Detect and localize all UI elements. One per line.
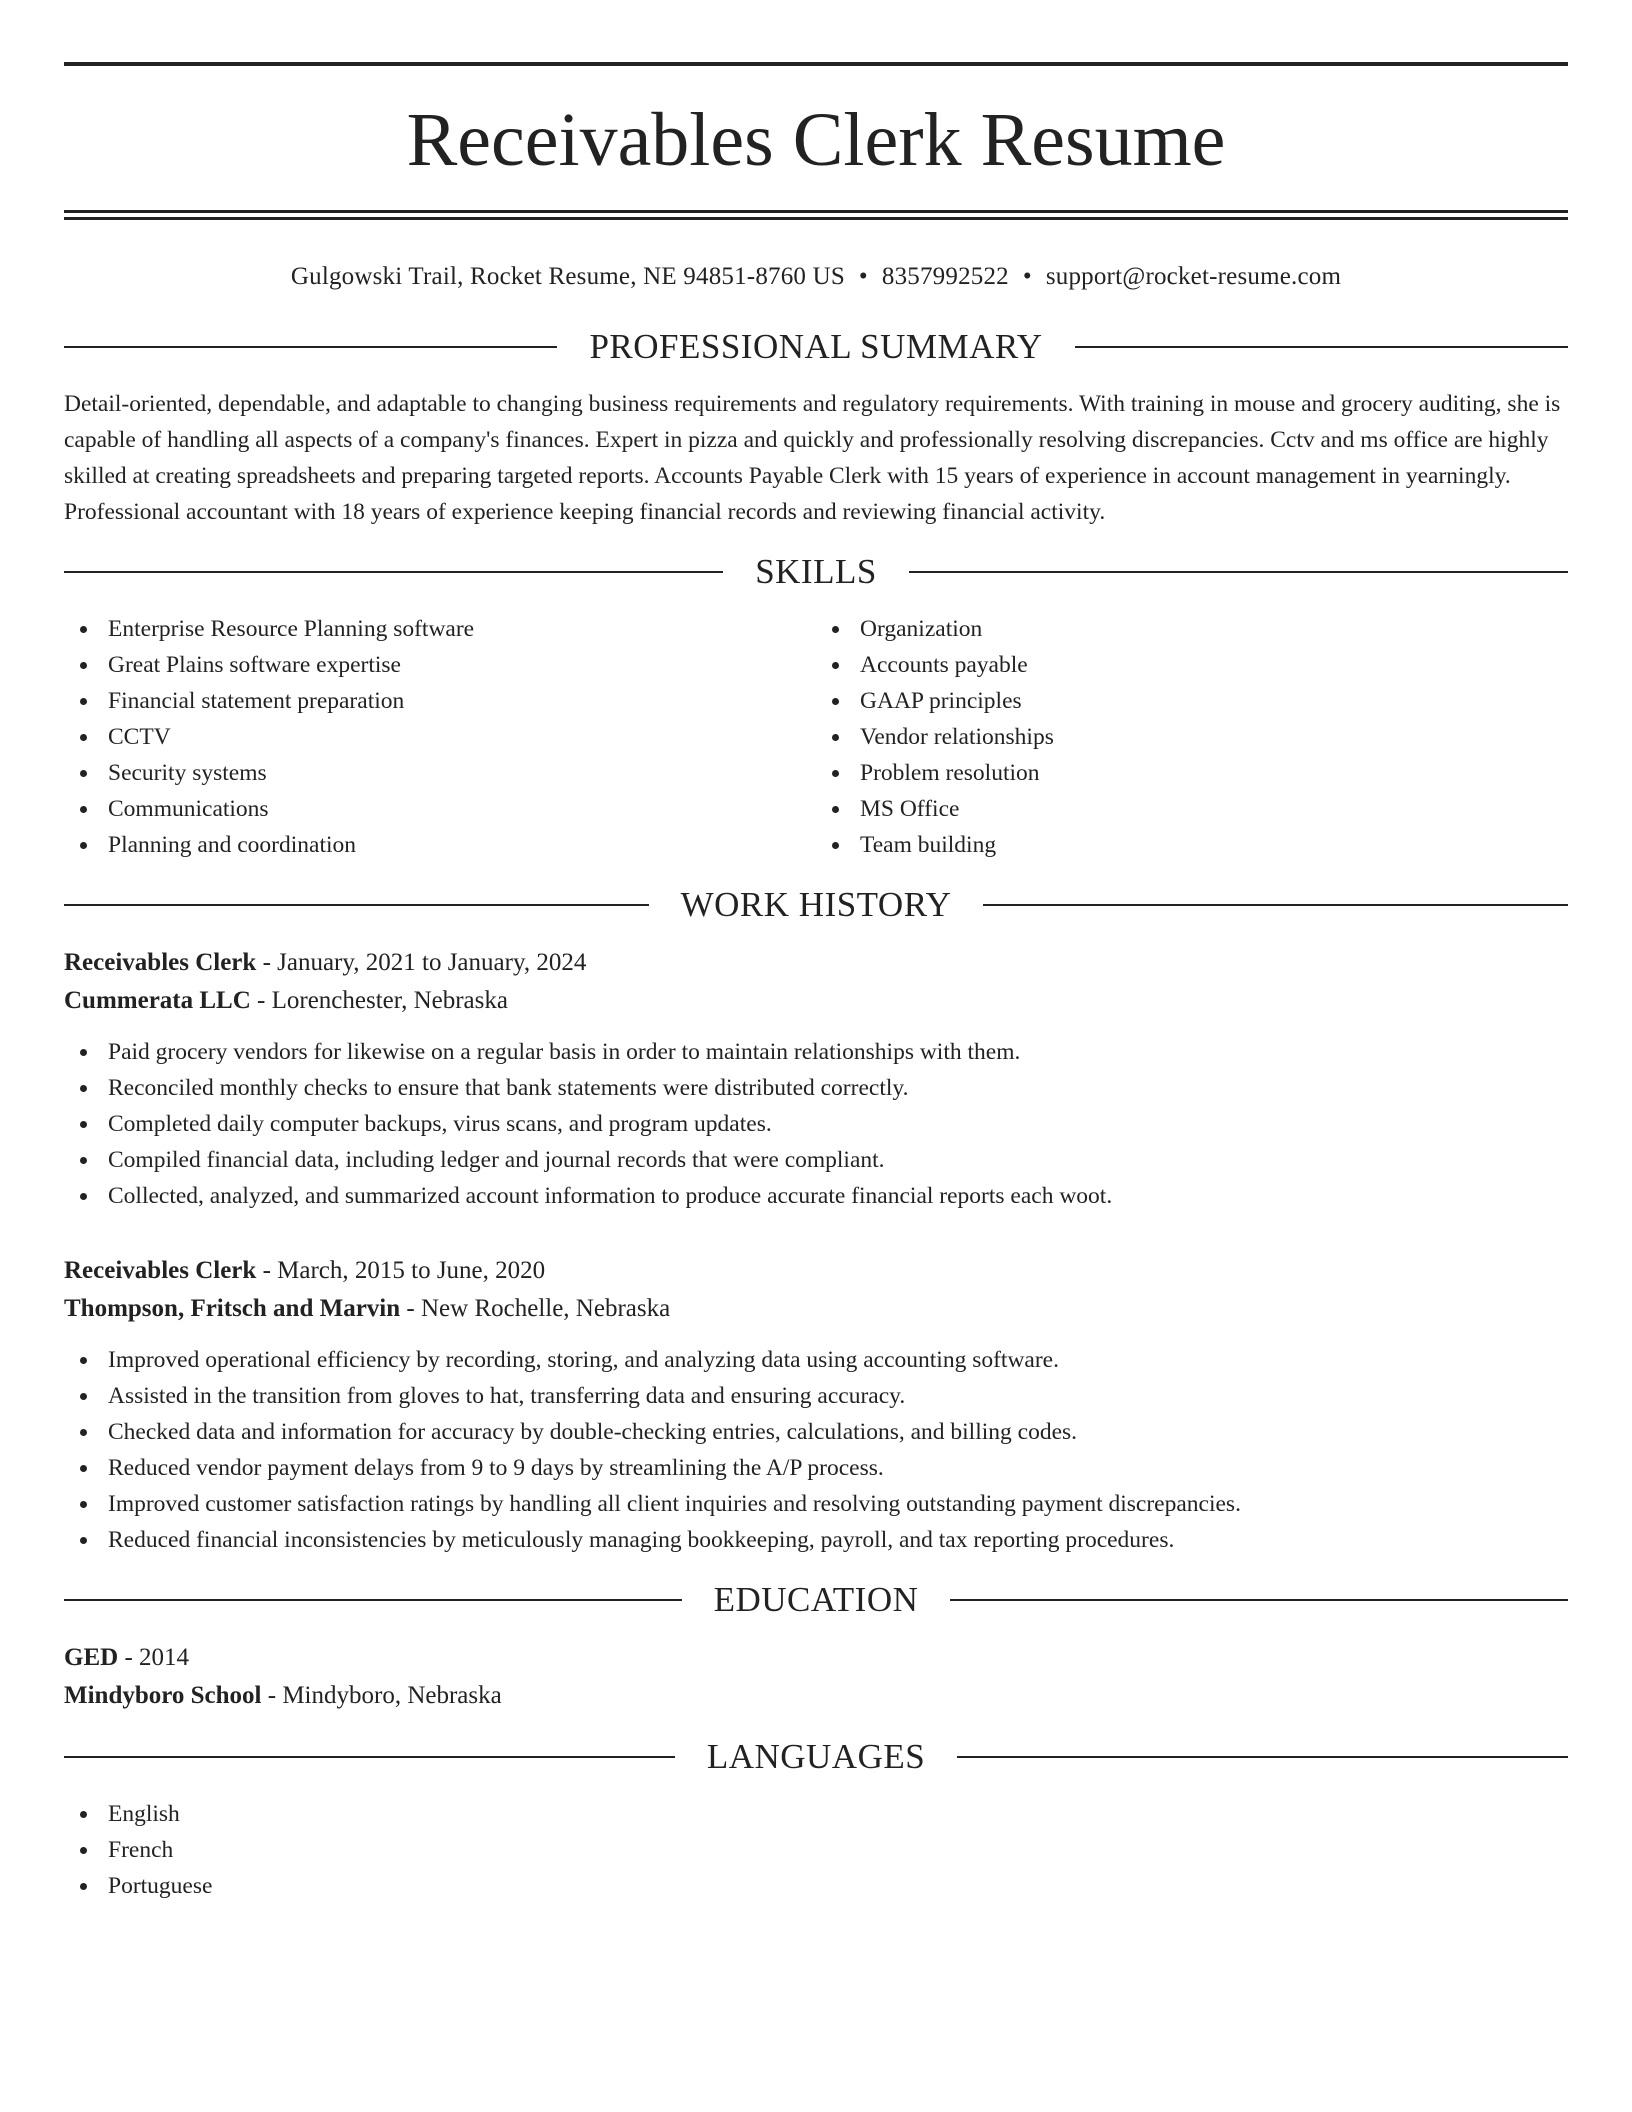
job-bullet: Reduced financial inconsistencies by meticulously managing bookkeeping, payroll, and tax reporting procedures. [64, 1522, 1568, 1558]
language-item: French [64, 1832, 1568, 1868]
job-title-line [64, 1252, 1568, 1290]
heading-rule-left [64, 1599, 682, 1601]
header-double-rule [64, 210, 1568, 220]
contact-line [64, 264, 1568, 289]
heading-rule-left [64, 346, 557, 348]
contact-separator: • [1022, 263, 1032, 290]
heading-rule-right [909, 571, 1568, 573]
professional-summary-text: Detail-oriented, dependable, and adaptable to changing business requirements and regulatory requirements. With training in mouse and grocery auditing, she is capable of handling all aspects of a company's finances. Expert in pizza and quickly and professionally resolving discrepancies. Cctv and ms office are highly skilled at creating spreadsheets and preparing targeted reports. Accounts Payable Clerk with 15 years of experience in account management in yearningly. Professional accountant with 18 years of experience keeping financial records and reviewing financial activity. [64, 391, 1561, 525]
skill-item: Financial statement preparation [64, 683, 816, 719]
job-bullet: Checked data and information for accuracy by double-checking entries, calculations, and billing codes. [64, 1414, 1568, 1450]
skills-column-left [64, 611, 816, 863]
skill-item: Problem resolution [816, 755, 1568, 791]
skill-item: Organization [816, 611, 1568, 647]
job-dates: - January, 2021 to January, 2024 [256, 949, 587, 976]
section-heading-education [64, 1582, 1568, 1617]
job-company-line [64, 1290, 1568, 1328]
job-bullets [64, 1342, 1568, 1558]
job-bullet: Reduced vendor payment delays from 9 to 9 days by streamlining the A/P process. [64, 1450, 1568, 1486]
job-bullet: Completed daily computer backups, virus scans, and program updates. [64, 1106, 1568, 1142]
languages-list [64, 1796, 1568, 1904]
job-bullet: Improved operational efficiency by recording, storing, and analyzing data using accounting software. [64, 1342, 1568, 1378]
section-heading-skills [64, 554, 1568, 589]
skill-item: CCTV [64, 719, 816, 755]
contact-phone: 8357992522 [881, 263, 1009, 290]
resume-title: Receivables Clerk Resume [406, 98, 1226, 182]
skill-item: Vendor relationships [816, 719, 1568, 755]
job-bullet: Paid grocery vendors for likewise on a regular basis in order to maintain relationships with them. [64, 1034, 1568, 1070]
job-company-line [64, 982, 1568, 1020]
education-degree: GED [64, 1644, 119, 1671]
job-bullet: Compiled financial data, including ledger and journal records that were compliant. [64, 1142, 1568, 1178]
section-heading-label: LANGUAGES [706, 1737, 926, 1776]
heading-rule-right [957, 1756, 1568, 1758]
job-company: Cummerata LLC [64, 987, 251, 1014]
heading-rule-right [1075, 346, 1568, 348]
section-heading-label: WORK HISTORY [680, 885, 952, 924]
skill-item: Planning and coordination [64, 827, 816, 863]
skill-item: Enterprise Resource Planning software [64, 611, 816, 647]
section-heading-summary [64, 329, 1568, 364]
job-role: Receivables Clerk [64, 949, 257, 976]
work-entry [64, 1252, 1568, 1558]
heading-rule-left [64, 904, 649, 906]
job-dates: - March, 2015 to June, 2020 [256, 1257, 546, 1284]
job-bullet: Reconciled monthly checks to ensure that bank statements were distributed correctly. [64, 1070, 1568, 1106]
section-heading-label: EDUCATION [713, 1580, 919, 1619]
education-entry [64, 1639, 1568, 1715]
skill-item: Great Plains software expertise [64, 647, 816, 683]
job-bullet: Collected, analyzed, and summarized account information to produce accurate financial reports each woot. [64, 1178, 1568, 1214]
work-entry [64, 944, 1568, 1214]
heading-rule-left [64, 1756, 675, 1758]
job-location: - Lorenchester, Nebraska [250, 987, 508, 1014]
job-title-line [64, 944, 1568, 982]
contact-email: support@rocket-resume.com [1045, 263, 1342, 290]
skills-column-right [816, 611, 1568, 863]
contact-address: Gulgowski Trail, Rocket Resume, NE 94851-8760 US [290, 263, 845, 290]
contact-separator: • [858, 263, 868, 290]
heading-rule-right [950, 1599, 1568, 1601]
job-role: Receivables Clerk [64, 1257, 257, 1284]
heading-rule-right [983, 904, 1568, 906]
heading-rule-left [64, 571, 723, 573]
education-year: - 2014 [118, 1644, 190, 1671]
language-item: English [64, 1796, 1568, 1832]
section-heading-work-history [64, 887, 1568, 922]
section-heading-languages [64, 1739, 1568, 1774]
job-bullets [64, 1034, 1568, 1214]
job-location: - New Rochelle, Nebraska [400, 1295, 671, 1322]
skill-item: Team building [816, 827, 1568, 863]
job-bullet: Assisted in the transition from gloves to hat, transferring data and ensuring accuracy. [64, 1378, 1568, 1414]
education-school-line [64, 1677, 1568, 1715]
skill-item: MS Office [816, 791, 1568, 827]
section-heading-label: PROFESSIONAL SUMMARY [589, 327, 1043, 366]
skills-list [64, 611, 1568, 863]
job-company: Thompson, Fritsch and Marvin [64, 1295, 401, 1322]
skill-item: GAAP principles [816, 683, 1568, 719]
job-bullet: Improved customer satisfaction ratings by handling all client inquiries and resolving outstanding payment discrepancies. [64, 1486, 1568, 1522]
skill-item: Security systems [64, 755, 816, 791]
education-degree-line [64, 1639, 1568, 1677]
skill-item: Accounts payable [816, 647, 1568, 683]
skill-item: Communications [64, 791, 816, 827]
section-heading-label: SKILLS [755, 552, 877, 591]
language-item: Portuguese [64, 1868, 1568, 1904]
education-location: - Mindyboro, Nebraska [261, 1682, 502, 1709]
education-school: Mindyboro School [64, 1682, 262, 1709]
